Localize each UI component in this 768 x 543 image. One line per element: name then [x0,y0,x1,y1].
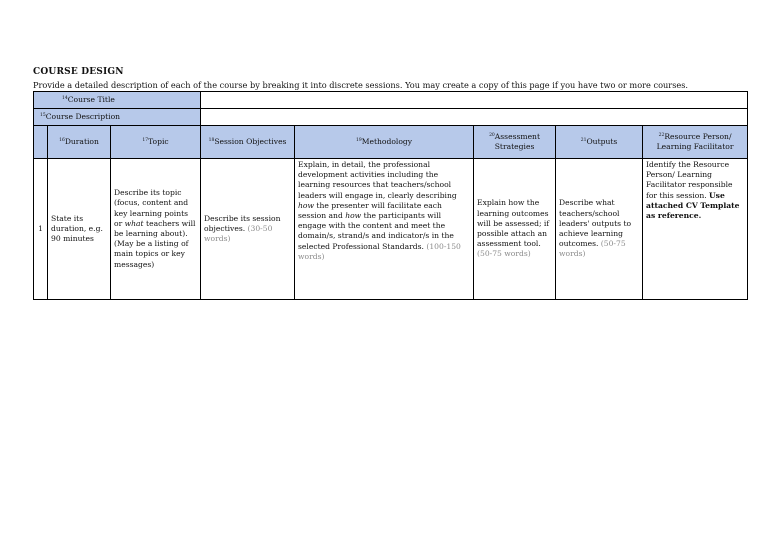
course-title-label: $^{14}$Course Title [34,92,201,109]
header-duration: $^{16}$Duration [48,126,111,159]
session-duration[interactable]: State its duration, e.g. 90 minutes [48,159,111,300]
course-description-row [34,109,748,126]
session-topic[interactable]: Describe its topic (focus, content and key learning points or what teachers will be learning about). (May be a listing of main topics or key messages) [111,159,201,300]
column-header-row [34,126,748,159]
page-title: COURSE DESIGN [33,67,124,77]
course-title-row [34,92,748,109]
session-objectives[interactable]: Describe its session objectives. (30-50 words) [201,159,295,300]
session-assessment[interactable]: Explain how the learning outcomes will be assessed; if possible attach an assessment tool. (50-75 words) [474,159,556,300]
course-design-table [33,91,748,300]
course-description-label: $^{15}$Course Description [34,109,201,126]
course-design-page [33,66,747,300]
course-description-value[interactable] [201,109,748,126]
header-topic: $^{17}$Topic [111,126,201,159]
header-number [34,126,48,159]
intro-text: Provide a detailed description of each of the course by breaking it into discrete sessions. You may create a copy of this page if you have two or more courses. [33,80,689,90]
header-resource-person: $^{22}$Resource Person/ Learning Facilitator [643,126,748,159]
header-outputs: $^{21}$Outputs [556,126,643,159]
course-title-value[interactable] [201,92,748,109]
header-methodology: $^{19}$Methodology [295,126,474,159]
session-methodology[interactable]: Explain, in detail, the professional development activities including the learning resources that teachers/school leaders will engage in, clearly describing how the presenter will facilitate each session and how the participants will engage with the content and meet the domain/s, strand/s and indicator/s in the selected Professional Standards. (100-150 words) [295,159,474,300]
header-assessment-strategies: $^{20}$Assessment Strategies [474,126,556,159]
session-resource-person[interactable]: Identify the Resource Person/ Learning Facilitator responsible for this session. Use attached CV Template as reference. [643,159,748,300]
session-row [34,159,748,300]
session-number: 1 [34,159,48,300]
header-session-objectives: $^{18}$Session Objectives [201,126,295,159]
session-outputs[interactable]: Describe what teachers/school leaders' outputs to achieve learning outcomes. (50-75 words) [556,159,643,300]
